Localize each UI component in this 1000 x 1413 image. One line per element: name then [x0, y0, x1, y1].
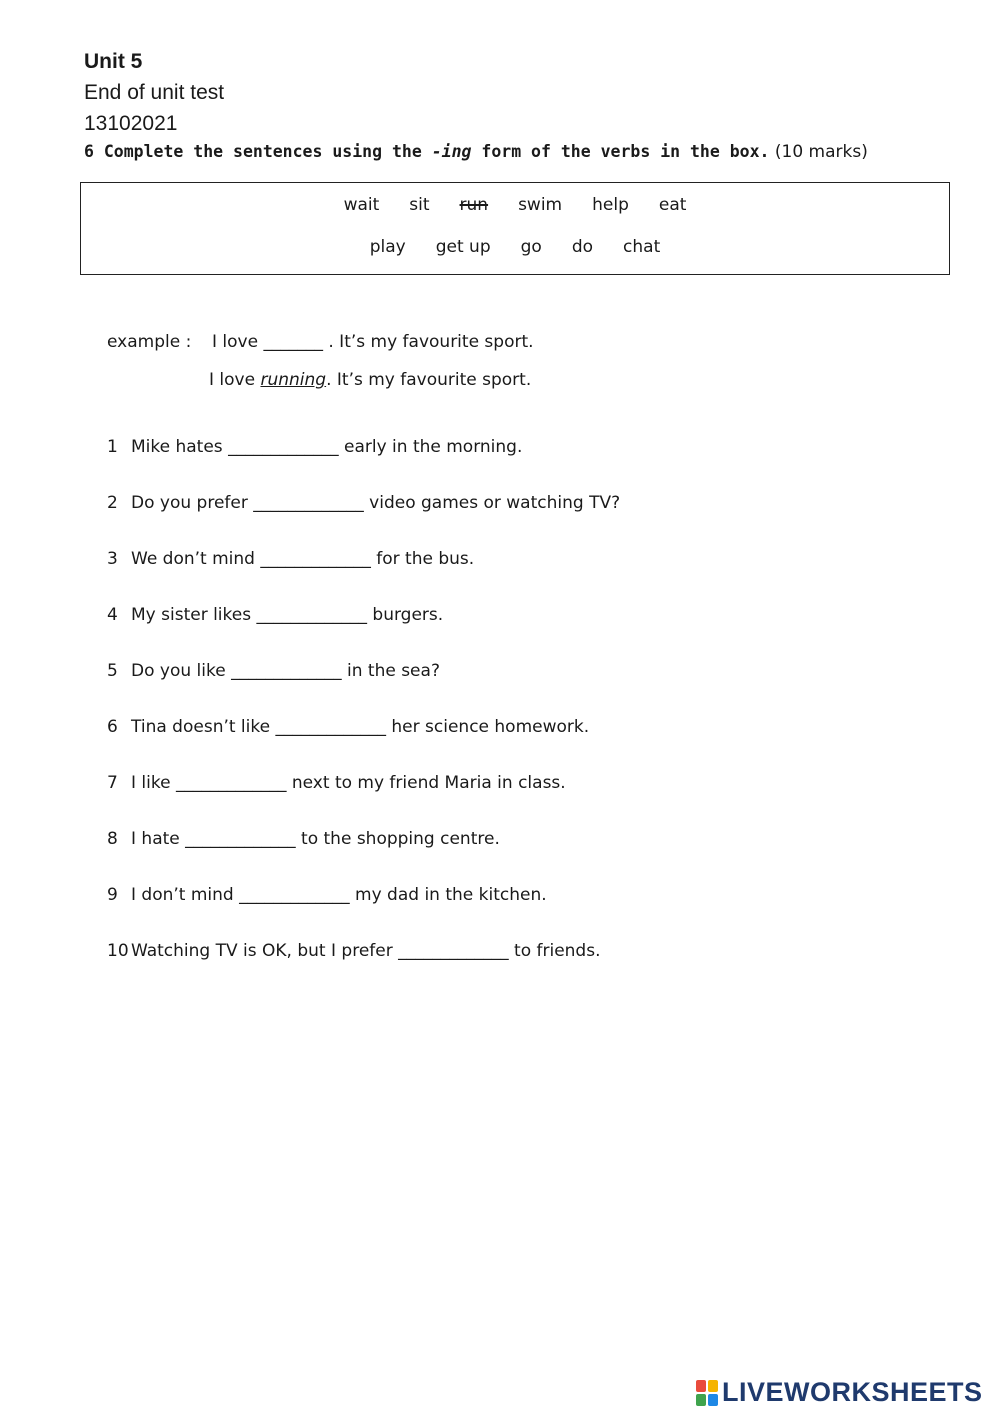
example-label: example :	[107, 332, 192, 352]
question-after: video games or watching TV?	[369, 493, 621, 513]
word-row-1	[81, 195, 949, 215]
question-after: her science homework.	[391, 717, 590, 737]
question-before: I like	[131, 773, 171, 793]
word-eat: eat	[658, 195, 687, 215]
answer-blank-5[interactable]: _____________	[231, 661, 342, 681]
example-answer-word: running	[260, 370, 327, 390]
example-prompt-start: I love	[212, 332, 259, 352]
example-answer-end: . It’s my favourite sport.	[326, 370, 532, 390]
question-number: 9	[107, 885, 118, 905]
question-before: I don’t mind	[131, 885, 234, 905]
question-1	[107, 434, 522, 460]
question-number: 3	[107, 549, 118, 569]
date-code: 13102021	[84, 112, 178, 135]
worksheet-header	[84, 46, 224, 139]
example-answer-start: I love	[209, 370, 261, 390]
question-number: 4	[107, 605, 118, 625]
example-prompt-end: . It’s my favourite sport.	[328, 332, 534, 352]
word-get-up: get up	[435, 237, 491, 257]
answer-blank-7[interactable]: _____________	[175, 773, 287, 793]
instruction-main	[84, 142, 769, 161]
question-after: to the shopping centre.	[301, 829, 500, 849]
exercise-instruction	[84, 140, 868, 164]
question-after: early in the morning.	[343, 437, 523, 457]
instruction-before-ing: Complete the sentences using the	[103, 142, 432, 161]
question-10	[107, 938, 600, 964]
question-number: 1	[107, 437, 118, 457]
question-number: 8	[107, 829, 118, 849]
question-number: 10	[107, 941, 129, 961]
answer-blank-9[interactable]: _____________	[239, 885, 350, 905]
word-run-struck: run	[459, 195, 489, 215]
answer-blank-2[interactable]: _____________	[253, 493, 364, 513]
word-play: play	[369, 237, 406, 257]
instruction-ing: -ing	[431, 142, 472, 161]
word-help: help	[592, 195, 629, 215]
question-5	[107, 658, 440, 684]
example-answer	[209, 367, 531, 393]
answer-blank-10[interactable]: _____________	[398, 941, 509, 961]
word-do: do	[571, 237, 594, 257]
answer-blank-1[interactable]: _____________	[228, 437, 339, 457]
question-8	[107, 826, 500, 852]
question-after: burgers.	[372, 605, 444, 625]
question-before: Do you like	[131, 661, 226, 681]
word-chat: chat	[623, 237, 661, 257]
question-before: Mike hates	[131, 437, 223, 457]
question-after: in the sea?	[347, 661, 440, 681]
question-6	[107, 714, 589, 740]
question-2	[107, 490, 620, 516]
word-wait: wait	[343, 195, 380, 215]
liveworksheets-logo	[696, 1377, 983, 1408]
question-number: 2	[107, 493, 118, 513]
exercise-number: 6	[84, 142, 94, 161]
question-before: We don’t mind	[131, 549, 255, 569]
answer-blank-3[interactable]: _____________	[260, 549, 371, 569]
word-sit: sit	[409, 195, 430, 215]
question-before: Do you prefer	[131, 493, 248, 513]
question-after: for the bus.	[376, 549, 475, 569]
instruction-after-ing: form of the verbs in the box.	[471, 142, 770, 161]
question-after: my dad in the kitchen.	[355, 885, 547, 905]
test-subtitle: End of unit test	[84, 81, 225, 104]
answer-blank-6[interactable]: _____________	[275, 717, 386, 737]
answer-blank-4[interactable]: _____________	[256, 605, 367, 625]
question-before: Watching TV is OK, but I prefer	[131, 941, 393, 961]
question-4	[107, 602, 443, 628]
question-9	[107, 882, 547, 908]
word-go: go	[520, 237, 542, 257]
unit-title: Unit 5	[84, 50, 143, 73]
question-number: 5	[107, 661, 118, 681]
question-after: next to my friend Maria in class.	[291, 773, 566, 793]
verb-word-box	[80, 182, 950, 275]
logo-grid-icon	[696, 1380, 718, 1406]
question-3	[107, 546, 474, 572]
answer-blank-8[interactable]: _____________	[185, 829, 296, 849]
question-after: to friends.	[514, 941, 601, 961]
question-before: I hate	[131, 829, 180, 849]
instruction-marks: (10 marks)	[774, 142, 868, 162]
word-swim: swim	[518, 195, 563, 215]
example-prompt	[107, 329, 534, 355]
question-before: Tina doesn’t like	[131, 717, 271, 737]
logo-text: LIVEWORKSHEETS	[722, 1377, 983, 1407]
word-row-2	[81, 237, 949, 257]
question-number: 6	[107, 717, 118, 737]
question-before: My sister likes	[131, 605, 252, 625]
question-7	[107, 770, 566, 796]
example-blank: _______	[263, 332, 323, 352]
question-number: 7	[107, 773, 118, 793]
